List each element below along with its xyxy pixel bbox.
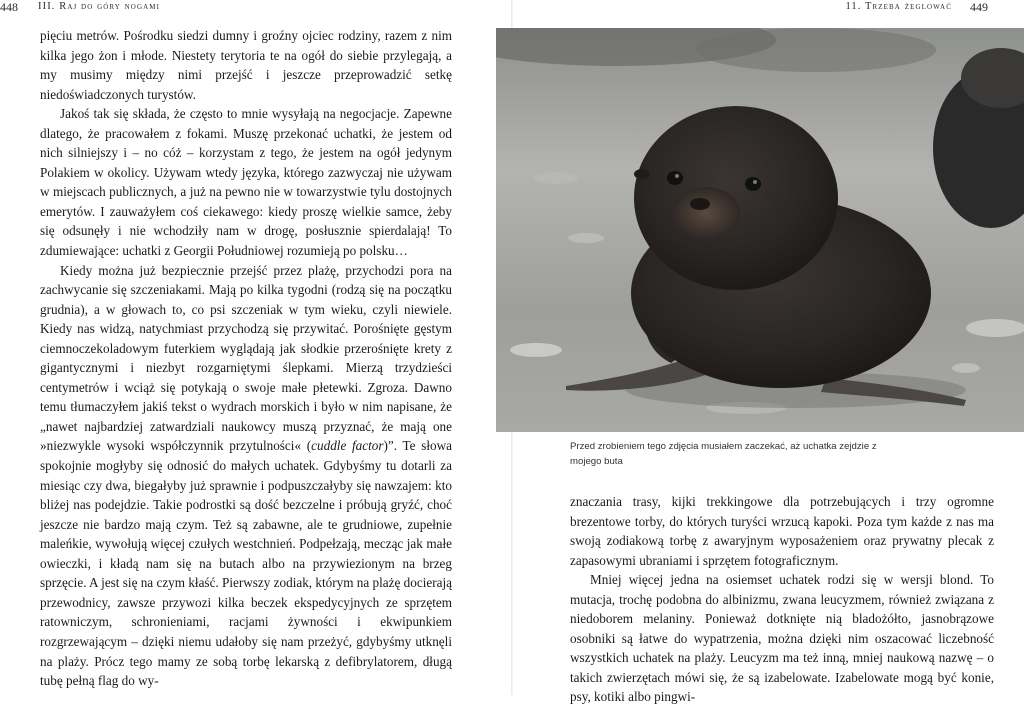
fur-seal-pup-photo: [496, 28, 1024, 432]
left-page-text: [40, 26, 452, 691]
running-head-left: III. Raj do góry nogami: [38, 1, 161, 12]
page-number-right: 449: [970, 0, 988, 14]
left-page: [0, 0, 512, 695]
running-head-right: 11. Trzeba żeglować: [845, 1, 952, 12]
paragraph: pięciu metrów. Pośrodku siedzi dumny i groźny ojciec rodziny, razem z nim kilka jego żon i młode. Niestety terytoria te na ogół do siebie przylegają, a my musimy między nimi przejść i jeszcze przeprowadzić setkę niedoświadczonych turystów.: [40, 28, 452, 102]
page-number-left: 448: [0, 0, 18, 14]
photo-caption: Przed zrobieniem tego zdjęcia musiałem zaczekać, aż uchatka zejdzie z mojego buta: [570, 441, 877, 467]
paragraph: Mniej więcej jedna na osiemset uchatek rodzi się w wersji blond. To mutacja, trochę podobna do albinizmu, zwana leucyzmem, również związana z niedoborem melaniny. Ponieważ dotknięte nią bladożółto, jasnobrązowe osobniki są łatwe do wypatrzenia, można dzięki nim oszacować liczebność wszystkich uchatek na plaży. Leucyzm ma też inną, mniej naukową nazwę – o takich zwierzętach mówi się, że są izabelowate. Izabelowate mogą być konie, psy, kotiki albo pingwi-: [570, 572, 994, 705]
paragraph: znaczania trasy, kijki trekkingowe dla potrzebujących i trzy ogromne brezentowe torby, do których turyści wrzucą kapoki. Poza tym każde z nas ma swoją zodiakową torbę z awaryjnym wyposażeniem oraz prywatny plecak z zapasowymi ubraniami i sprzętem fotograficznym.: [570, 494, 994, 568]
italic-term: cuddle factor: [311, 438, 384, 454]
paragraph: Jakoś tak się składa, że często to mnie wysyłają na negocjacje. Zapewne dlatego, że pracowałem z fokami. Muszę przekonać uchatki, że jestem od nich silniejszy i – no cóż – korzystam z tego, że jestem na ogół jedynym Polakiem w okolicy. Używam wtedy języka, którego zazwyczaj nie używam w miejscach publicznych, a już na pewno nie w towarzystwie tylu dostojnych emerytów. I zauważyłem coś ciekawego: kiedy proszę wielkie samce, żeby się odsunęły i nie wchodziły nam w drogę, posłusznie spierdalają! To zdumiewające: uchatki z Georgii Południowej rozumieją po polsku…: [40, 106, 452, 259]
paragraph-text: )”. Te słowa spokojnie mogłyby się odnosić do małych uchatek. Gdybyśmy tu dotarli za miesiąc czy dwa, biegałyby już sprawnie i podpuszczałyby się nawzajem: kto bliżej nas podejdzie. Takie podrostki są dość bezczelne i próbują gryźć, choć jeszcze nie bardzo mają czym. Też są zabawne, ale te grudniowe, zupełnie maleńkie, wywołują więcej czułych westchnień. Podpełzają, mecząc jak małe owieczki, i kładą nam się na butach albo na przywiezionym na brzeg sprzęcie. A jest się na czym kłaść. Pierwszy zodiak, którym na plażę docierają przewodnicy, zawsze przywozi kilka beczek ekspedycyjnych ze sprzętem ratowniczym, schronieniami, racjami żywności i ekwipunkiem rozgrzewającym – dzięki niemu udałoby się nam przeżyć, gdybyśmy utknęli na plaży. Prócz tego mamy ze sobą torbę lekarską z defibrylatorem, długą tubę pełną flag do wy-: [40, 438, 453, 689]
right-page-text: [570, 492, 994, 707]
paragraph: [40, 261, 452, 691]
paragraph-text: Kiedy można już bezpiecznie przejść przez plażę, przychodzi pora na zachwycanie się szczeniakami. Mają po kilka tygodni (rodzą się na początku grudnia), a w głowach to, co psi szczeniak w tym wieku, czyli niewiele. Kiedy nas widzą, natychmiast przychodzą się przywitać. Porośnięte gęstym ciemnoczekoladowym futerkiem wyglądają jak słodkie przerośnięte krety z gigantycznymi i niezbyt rozgarniętymi ślepkami. Mierzą trzydzieści centymetrów i wciąż się potykają o swoje małe płetewki. Zgroza. Dawno temu tłumaczyłem jakiś tekst o wydrach morskich i było w nim napisane, że „nawet najbardziej zatwardziali naukowcy muszą przyznać, że mają one »niezwykle wysoki współczynnik przytulności« (: [40, 262, 452, 454]
